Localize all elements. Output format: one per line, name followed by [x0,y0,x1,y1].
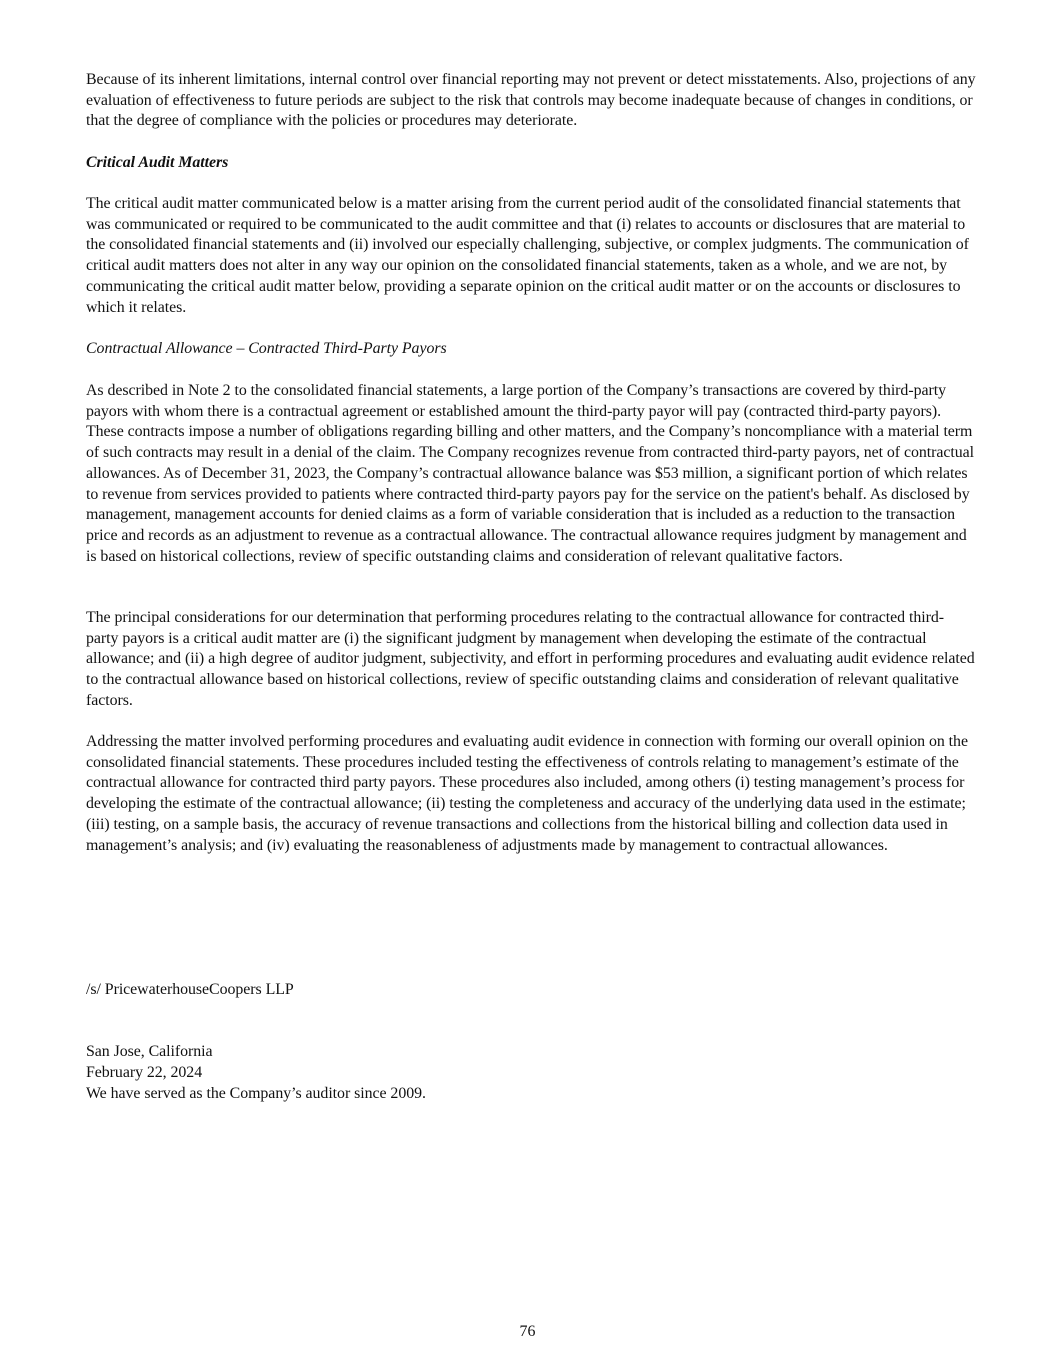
paragraph-description: As described in Note 2 to the consolidated financial statements, a large portion of the Company’s transactions are covered by third-party payors with whom there is a contractual agreement or established amount the third-party payor will pay (contracted third-party payors). These contracts impose a number of obligations regarding billing and other matters, and the Company’s noncompliance with a material term of such contracts may result in a denial of the claim. The Company recognizes revenue from contracted third-party payors, net of contractual allowances. As of December 31, 2023, the Company’s contractual allowance balance was $53 million, a significant portion of which relates to revenue from services provided to patients where contracted third-party payors pay for the service on the patient's behalf. As disclosed by management, management accounts for denied claims as a form of variable consideration that is included as a reduction to the transaction price and records as an adjustment to revenue as a contractual allowance. The contractual allowance requires judgment by management and is based on historical collections, review of specific outstanding claims and consideration of relevant qualitative factors. [86,382,974,565]
auditor-tenure: We have served as the Company’s auditor since 2009. [86,1085,426,1102]
paragraph-addressing: Addressing the matter involved performing procedures and evaluating audit evidence in connection with forming our overall opinion on the consolidated financial statements. These procedures included testing the effectiveness of controls relating to management’s estimate of the contractual allowance for contracted third party payors. These procedures also included, among others (i) testing management’s process for developing the estimate of the contractual allowance; (ii) testing the completeness and accuracy of the underlying data used in the estimate; (iii) testing, on a sample basis, the accuracy of revenue transactions and collections from the historical billing and collection data used in management’s analysis; and (iv) evaluating the reasonableness of adjustments made by management to contractual allowances. [86,733,968,854]
paragraph-limitations: Because of its inherent limitations, internal control over financial reporting may not prevent or detect misstatements. Also, projections of any evaluation of effectiveness to future periods are subject to the risk that controls may become inadequate because of changes in conditions, or that the degree of compliance with the policies or procedures may deteriorate. [86,71,976,130]
page-number: 76 [519,1323,536,1340]
signature: /s/ PricewaterhouseCoopers LLP [86,981,294,998]
paragraph-principal-considerations: The principal considerations for our determination that performing procedures relating to the contractual allowance for contracted third-party payors is a critical audit matter are (i) the significant judgment by management when developing the estimate of the contractual allowance; and (ii) a high degree of auditor judgment, subjectivity, and effort in performing procedures and evaluating audit evidence related to the contractual allowance based on historical collections, review of specific outstanding claims and consideration of relevant qualitative factors. [86,609,975,709]
heading-critical-audit-matters: Critical Audit Matters [86,154,229,171]
paragraph-cam-intro: The critical audit matter communicated below is a matter arising from the current period audit of the consolidated financial statements that was communicated or required to be communicated to the audit committee and that (i) relates to accounts or disclosures that are material to the consolidated financial statements and (ii) involved our especially challenging, subjective, or complex judgments. The communication of critical audit matters does not alter in any way our opinion on the consolidated financial statements, taken as a whole, and we are not, by communicating the critical audit matter below, providing a separate opinion on the critical audit matter or on the accounts or disclosures to which it relates. [86,195,969,316]
date: February 22, 2024 [86,1064,203,1081]
subheading-contractual-allowance: Contractual Allowance – Contracted Third-Party Payors [86,340,447,357]
location: San Jose, California [86,1043,213,1060]
